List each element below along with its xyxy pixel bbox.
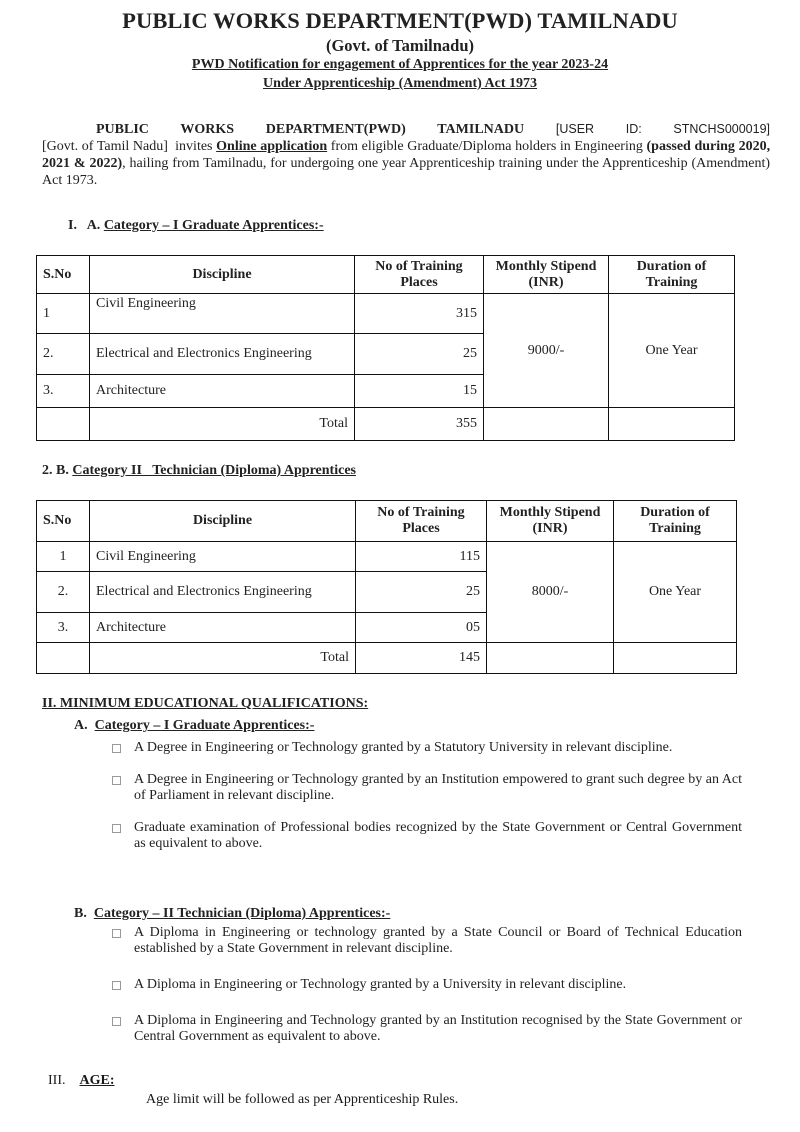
section-numeral: I. (68, 218, 77, 233)
row-discipline: Electrical and Electronics Engineering (90, 334, 355, 375)
row-sno: 2. (37, 334, 90, 375)
section-numeral: III. (48, 1073, 66, 1088)
total-duration-empty (614, 643, 737, 674)
section-1a-heading (68, 218, 324, 234)
list-item (112, 772, 742, 804)
age-limit-text: Age limit will be followed as per Apprenticeship Rules. (146, 1092, 459, 1107)
section-heading-text: Category – I Graduate Apprentices:- (94, 718, 315, 733)
notification-title-line2: Under Apprenticeship (Amendment) Act 1973 (262, 76, 538, 91)
checkbox-bullet-icon (112, 929, 121, 938)
sub-prefix: B. (74, 906, 87, 921)
row-sno: 3. (37, 375, 90, 408)
header-duration: Duration of Training (609, 256, 735, 294)
table-total-row (37, 643, 737, 674)
table-header-row (37, 256, 735, 294)
notification-title-line1: PWD Notification for engagement of Apprentices for the year 2023-24 (191, 57, 609, 72)
checkbox-bullet-icon (112, 824, 121, 833)
row-sno: 1 (37, 294, 90, 334)
header-stipend: Monthly Stipend (INR) (487, 501, 614, 542)
graduate-apprentices-table (36, 255, 735, 441)
total-value: 355 (355, 408, 484, 441)
diploma-qualifications-list (112, 925, 742, 1045)
total-stipend-empty (484, 408, 609, 441)
section-heading-text: Category – II Technician (Diploma) Apprentices:- (93, 906, 391, 921)
row-sno: 3. (37, 613, 90, 643)
row-sno: 1 (37, 542, 90, 572)
list-item-text: Graduate examination of Professional bodies recognized by the State Government or Central Government as equivalent to above. (134, 820, 742, 851)
header-discipline: Discipline (90, 501, 356, 542)
stipend-value: 8000/- (487, 542, 614, 643)
diploma-apprentices-table (36, 500, 737, 674)
row-places: 05 (356, 613, 487, 643)
sub-prefix: A. (86, 218, 101, 233)
stipend-value: 9000/- (484, 294, 609, 408)
checkbox-bullet-icon (112, 776, 121, 785)
total-sno-empty (37, 408, 90, 441)
total-sno-empty (37, 643, 90, 674)
total-label: Total (90, 643, 356, 674)
total-label: Total (90, 408, 355, 441)
row-discipline: Architecture (90, 375, 355, 408)
intro-text-end: , hailing from Tamilnadu, for undergoing one year Apprenticeship training under the Apprenticeship (Amendment) Act 1973. (42, 156, 770, 188)
total-stipend-empty (487, 643, 614, 674)
list-item-text: A Degree in Engineering or Technology granted by a Statutory University in relevant discipline. (134, 740, 673, 755)
duration-value: One Year (609, 294, 735, 408)
checkbox-bullet-icon (112, 1017, 121, 1026)
row-sno: 2. (37, 572, 90, 613)
intro-text-mid: from eligible Graduate/Diploma holders in Engineering (330, 139, 643, 154)
list-item-text: A Diploma in Engineering or technology granted by a State Council or Board of Technical Education established by a State Government in relevant discipline. (134, 925, 742, 956)
list-item-text: A Degree in Engineering or Technology granted by an Institution empowered to grant such degree by an Act of Parliament in relevant discipline. (134, 772, 742, 803)
section-heading-text: Category – I Graduate Apprentices:- (103, 218, 324, 233)
user-id: [USER ID: STNCHS000019] (555, 122, 771, 136)
list-item-text: A Diploma in Engineering and Technology granted by an Institution recognised by the State Government or Central Government as equivalent to above. (134, 1013, 742, 1044)
duration-value: One Year (614, 542, 737, 643)
section-heading-text: Category II Technician (Diploma) Apprentices (72, 463, 356, 478)
row-discipline: Electrical and Electronics Engineering (90, 572, 356, 613)
checkbox-bullet-icon (112, 744, 121, 753)
table-header-row (37, 501, 737, 542)
total-value: 145 (356, 643, 487, 674)
section-heading-text: AGE: (79, 1073, 115, 1088)
section-2a-heading (74, 718, 314, 734)
section-1b-heading (42, 463, 356, 479)
list-item (112, 740, 742, 756)
row-discipline: Architecture (90, 613, 356, 643)
list-item-text: A Diploma in Engineering or Technology granted by a University in relevant discipline. (134, 977, 627, 992)
row-places: 115 (356, 542, 487, 572)
total-duration-empty (609, 408, 735, 441)
header-stipend: Monthly Stipend (INR) (484, 256, 609, 294)
row-discipline: Civil Engineering (90, 294, 355, 334)
section-2-heading: II. MINIMUM EDUCATIONAL QUALIFICATIONS: (42, 696, 369, 711)
header-places: No of Training Places (355, 256, 484, 294)
list-item (112, 1013, 742, 1045)
list-item (112, 977, 742, 993)
org-name: PUBLIC WORKS DEPARTMENT(PWD) TAMILNADU (96, 122, 525, 137)
govt-label: [Govt. of Tamil Nadu] (42, 139, 168, 154)
section-3-heading (48, 1073, 115, 1089)
intro-paragraph (42, 121, 770, 189)
row-discipline: Civil Engineering (90, 542, 356, 572)
graduate-qualifications-list (112, 740, 742, 852)
sub-prefix: A. (74, 718, 88, 733)
list-item (112, 925, 742, 957)
header-places: No of Training Places (356, 501, 487, 542)
list-item (112, 820, 742, 852)
row-places: 25 (356, 572, 487, 613)
table-total-row (37, 408, 735, 441)
header-sno: S.No (37, 256, 90, 294)
table-row (37, 294, 735, 334)
section-2b-heading (74, 906, 390, 922)
table-row (37, 542, 737, 572)
document-title: PUBLIC WORKS DEPARTMENT(PWD) TAMILNADU (122, 8, 678, 33)
sub-prefix: 2. B. (42, 463, 69, 478)
passed-during: (passed during 2020, 2021 & 2022) (42, 139, 771, 171)
document-subtitle: (Govt. of Tamilnadu) (325, 36, 475, 55)
online-application-link: Online application (216, 139, 328, 154)
row-places: 315 (355, 294, 484, 334)
header-duration: Duration of Training (614, 501, 737, 542)
header-sno: S.No (37, 501, 90, 542)
header-discipline: Discipline (90, 256, 355, 294)
checkbox-bullet-icon (112, 981, 121, 990)
invites-text: invites (175, 139, 213, 154)
row-places: 15 (355, 375, 484, 408)
row-places: 25 (355, 334, 484, 375)
